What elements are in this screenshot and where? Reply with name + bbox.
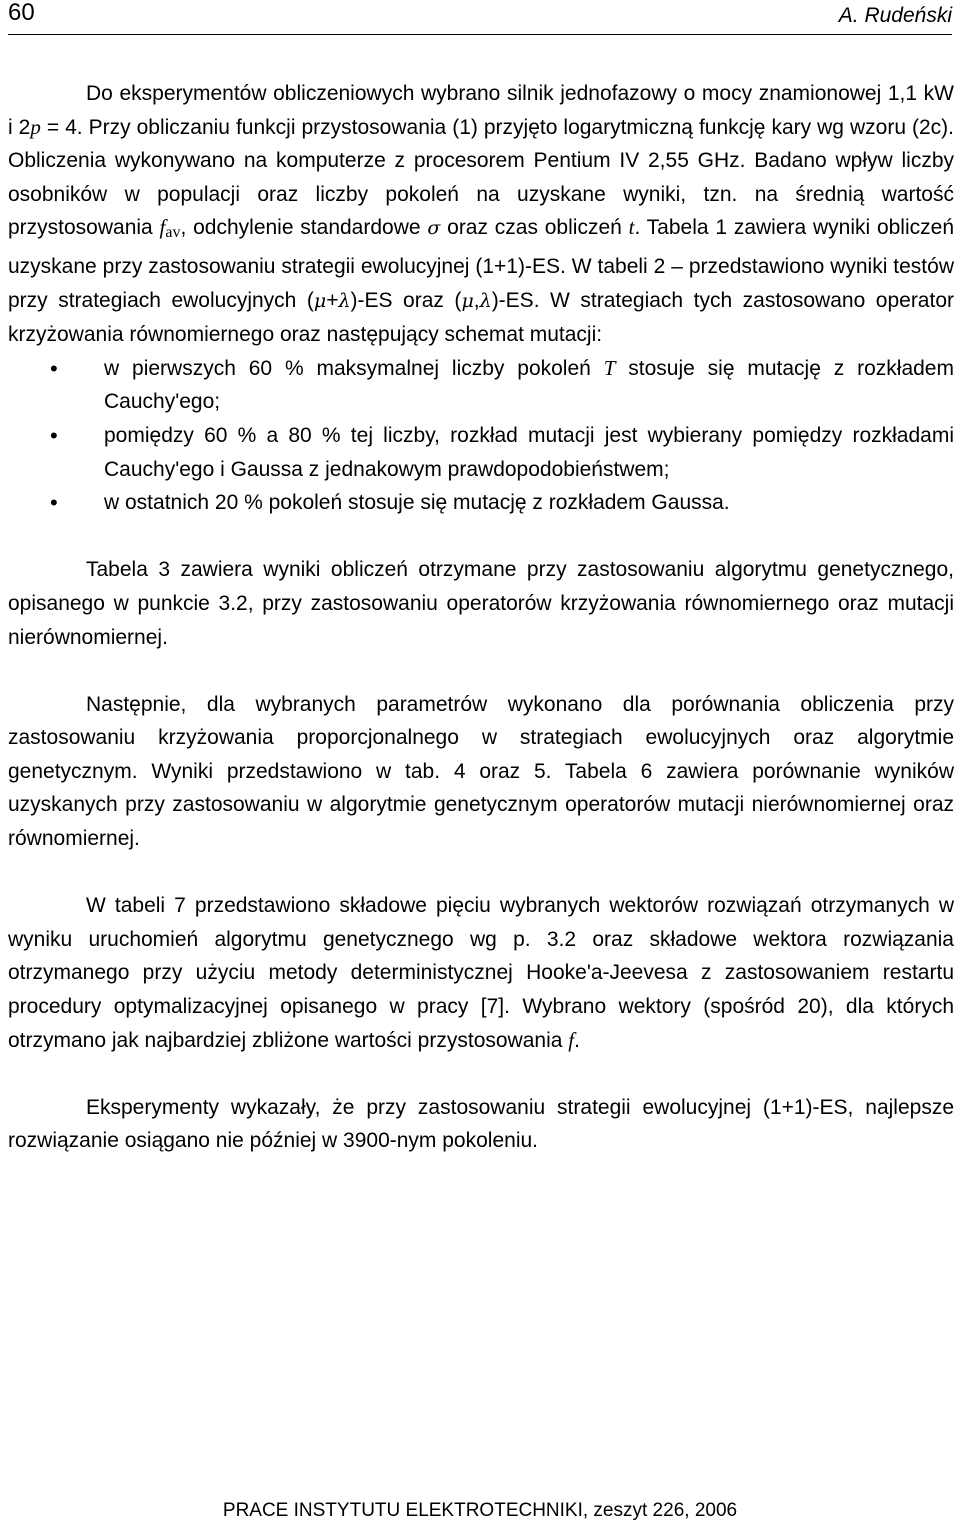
math-symbol-sigma: σ [427,217,441,240]
text-run: W tabeli 7 przedstawiono składowe pięciu wybranych wektorów rozwiązań otrzymanych w wyniku uruchomień algorytmu genetycznego wg p. 3.2 oraz składowe wektora rozwiązania otrzymanego przy użyciu metody deterministycznej Hooke'a-Jeevesa z zastosowaniem restartu procedury optymalizacyjnej opisanego w pracy [7]. Wybrano wektory (spośród 20), dla których otrzymano jak najbardziej zbliżone wartości przystosowania [8,894,954,1052]
paragraph-spacer [8,856,954,890]
paragraph-table3: Tabela 3 zawiera wyniki obliczeń otrzymane przy zastosowaniu algorytmu genetycznego, opisanego w punkcie 3.2, przy zastosowaniu operatorów krzyżowania równomiernego oraz mutacji nierównomiernej. [8,558,954,649]
text-run: stosuje się mutację z rozkładem Cauchy'ego; [104,356,954,414]
text-run: oraz czas obliczeń [440,216,629,240]
text-run: . Tabela 1 zawiera wyniki obliczeń uzyskane przy zastosowaniu strategii ewolucyjnej (1+1)-ES. W tabeli 2 – przedstawiono wyniki testów przy strategiach ewolucyjnych ( [8,216,954,312]
math-symbol-mu: μ [461,289,474,312]
running-header [8,0,952,35]
text-run: , odchylenie standardowe [180,216,428,240]
text-run: , [473,288,480,312]
paragraph-conclusion: Eksperymenty wykazały, że przy zastosowaniu strategii ewolucyjnej (1+1)-ES, najlepsze rozwiązanie osiągano nie później w 3900-nym pokoleniu. [8,1095,954,1153]
paragraph-comparison: Następnie, dla wybranych parametrów wykonano dla porównania obliczenia przy zastosowaniu krzyżowania proporcjonalnego w strategiach ewolucyjnych oraz algorytmie genetycznym. Wyniki przedstawiono w tab. 4 oraz 5. Tabela 6 zawiera porównanie wyników uzyskanych przy zastosowaniu w algorytmie genetycznym operatorów mutacji nierównomiernej oraz równomiernej. [8,692,954,851]
page-number: 60 [8,0,35,26]
list-item [8,352,954,419]
text-run: w pierwszych 60 % maksymalnej liczby pokoleń [104,356,604,380]
math-variable-t: t [628,215,635,240]
paragraph-spacer [8,1057,954,1091]
text-run: )-ES oraz ( [350,288,462,312]
mutation-schedule-list [8,352,954,520]
text-run: )-ES. W strategiach tych zastosowano operator krzyżowania równomiernego oraz następujący schemat mutacji: [8,288,954,347]
text-run: . [574,1028,580,1052]
text-run: = 4. Przy obliczaniu funkcji przystosowania (1) przyjęto logarytmiczną funkcję kary wg wzoru (2c). Obliczenia wykonywano na komputerze z procesorem Pentium IV 2,55 GHz. Badano wpływ liczby osobników w populacji oraz liczby pokoleń na uzyskane wyniki, tzn. na średnią wartość przystosowania [8,115,954,240]
math-variable-T: T [603,355,616,380]
paragraph-experiments [8,77,954,352]
math-symbol-lambda: λ [338,289,351,312]
running-footer: PRACE INSTYTUTU ELEKTROTECHNIKI, zeszyt 226, 2006 [222,1500,738,1521]
body-text [8,77,954,1158]
list-item: • w ostatnich 20 % pokoleń stosuje się mutację z rozkładem Gaussa. [8,486,954,520]
math-variable-p: p [30,114,41,139]
running-author: A. Rudeński [838,4,952,27]
math-symbol-lambda: λ [479,289,492,312]
math-symbol-mu: μ [313,289,327,312]
math-variable-f: f [568,1027,575,1052]
text-run: Do eksperymentów obliczeniowych wybrano silnik jednofazowy o mocy znamionowej 1,1 kW i 2 [8,82,954,139]
paragraph-table7 [8,889,954,1057]
paragraph-spacer [8,520,954,554]
paragraph-spacer [8,654,954,688]
list-item: • pomiędzy 60 % a 80 % tej liczby, rozkład mutacji jest wybierany pomiędzy rozkładami Cauchy'ego i Gaussa z jednakowym prawdopodobieństwem; [8,419,954,486]
math-variable-f: f [159,215,166,240]
math-subscript-av: av [165,224,181,242]
text-run: + [326,288,339,312]
